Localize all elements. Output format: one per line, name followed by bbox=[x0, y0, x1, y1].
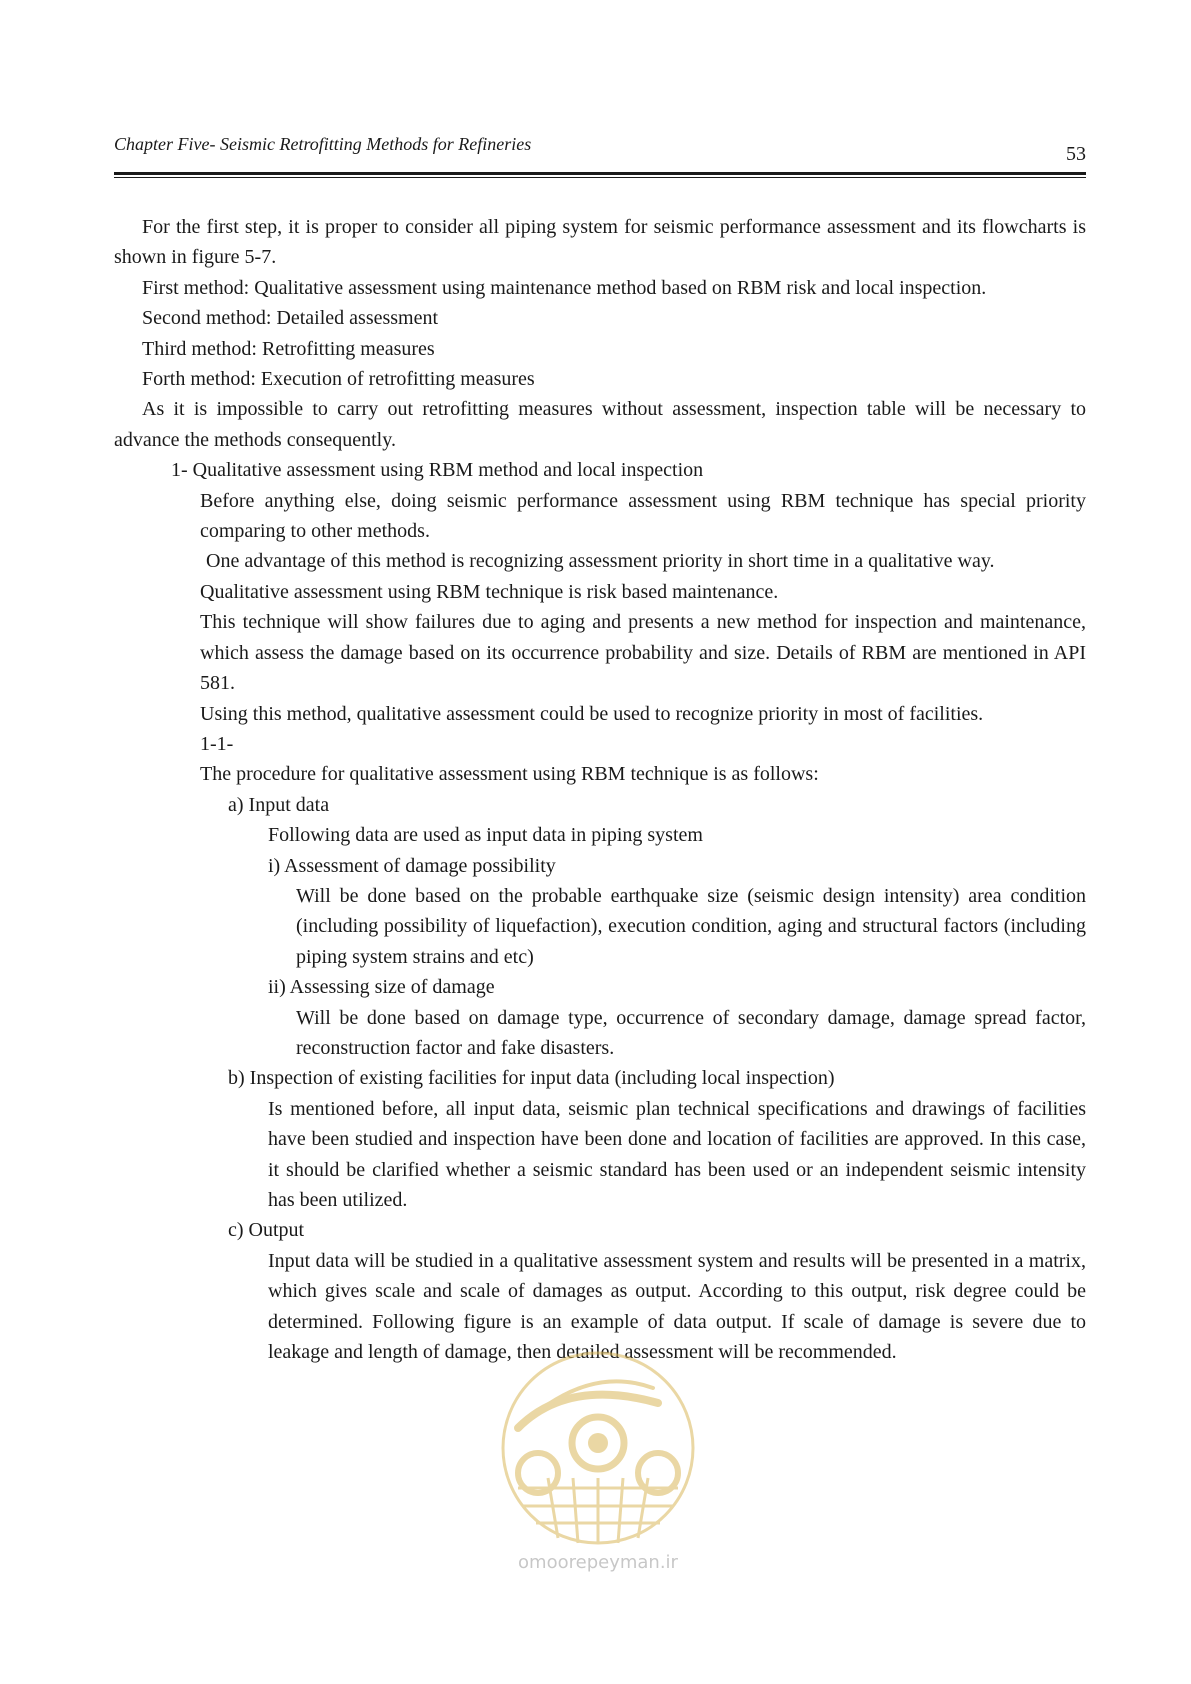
page-body bbox=[114, 212, 1086, 1367]
paragraph-b: Is mentioned before, all input data, seismic plan technical specifications and drawings of facilities have been studied and inspection have been done and location of facilities are approved. In this case, it should be clarified whether a seismic standard has been used or an independent seismic intensity has been utilized. bbox=[268, 1097, 1086, 1211]
paragraph-forth-method: Forth method: Execution of retrofitting measures bbox=[142, 368, 535, 391]
watermark bbox=[488, 1348, 708, 1578]
item-heading-a: a) Input data bbox=[228, 793, 330, 816]
paragraph-s1-usage: Using this method, qualitative assessment could be used to recognize priority in most of facilities. bbox=[200, 702, 984, 725]
watermark-url: omoorepeyman.ir bbox=[518, 1552, 678, 1573]
paragraph-intro: For the first step, it is proper to consider all piping system for seismic performance assessment and its flowcharts is shown in figure 5-7. bbox=[114, 216, 1086, 269]
item-heading-b: b) Inspection of existing facilities for input data (including local inspection) bbox=[228, 1067, 835, 1090]
header-rule-thick bbox=[114, 172, 1086, 175]
paragraph-a-i: Will be done based on the probable earthquake size (seismic design intensity) area condition (including possibility of liquefaction), execution condition, aging and structural factors (including piping system strains and etc) bbox=[296, 884, 1086, 968]
paragraph-second-method: Second method: Detailed assessment bbox=[142, 307, 439, 330]
paragraph-a-input: Following data are used as input data in piping system bbox=[268, 824, 703, 847]
page-header bbox=[114, 134, 1086, 164]
paragraph-s1-priority: Before anything else, doing seismic performance assessment using RBM technique has special priority comparing to other methods. bbox=[200, 489, 1086, 543]
chapter-title: Chapter Five- Seismic Retrofitting Methods for Refineries bbox=[114, 134, 532, 154]
section-heading-1: 1- Qualitative assessment using RBM method and local inspection bbox=[171, 459, 704, 482]
paragraph-s1-advantage: One advantage of this method is recognizing assessment priority in short time in a qualitative way. bbox=[206, 550, 995, 573]
paragraph-procedure: The procedure for qualitative assessment using RBM technique is as follows: bbox=[200, 763, 819, 786]
item-heading-c: c) Output bbox=[228, 1219, 305, 1242]
item-heading-a-ii: ii) Assessing size of damage bbox=[268, 976, 495, 999]
page-number: 53 bbox=[1066, 143, 1086, 165]
paragraph-c: Input data will be studied in a qualitative assessment system and results will be presented in a matrix, which gives scale and scale of damages as output. According to this output, risk degree could be determined. Following figure is an example of data output. If scale of damage is severe due to leakage and length of damage, then detailed assessment will be recommended. bbox=[268, 1249, 1086, 1364]
section-heading-1-1: 1-1- bbox=[200, 732, 234, 755]
paragraph-s1-technique: This technique will show failures due to aging and presents a new method for inspection and maintenance, which assess the damage based on its occurrence probability and size. Details of RBM are mentioned in API 581. bbox=[200, 611, 1086, 695]
paragraph-inspection-note: As it is impossible to carry out retrofitting measures without assessment, inspection table will be necessary to advance the methods consequently. bbox=[114, 398, 1086, 451]
paragraph-s1-rbm: Qualitative assessment using RBM technique is risk based maintenance. bbox=[200, 580, 779, 603]
item-heading-a-i: i) Assessment of damage possibility bbox=[268, 854, 556, 877]
paragraph-a-ii: Will be done based on damage type, occurrence of secondary damage, damage spread factor, reconstruction factor and fake disasters. bbox=[296, 1006, 1086, 1059]
paragraph-third-method: Third method: Retrofitting measures bbox=[142, 337, 435, 360]
paragraph-first-method: First method: Qualitative assessment using maintenance method based on RBM risk and local inspection. bbox=[142, 276, 987, 299]
header-rule-thin bbox=[114, 177, 1086, 178]
watermark-logo-icon bbox=[488, 1348, 708, 1548]
